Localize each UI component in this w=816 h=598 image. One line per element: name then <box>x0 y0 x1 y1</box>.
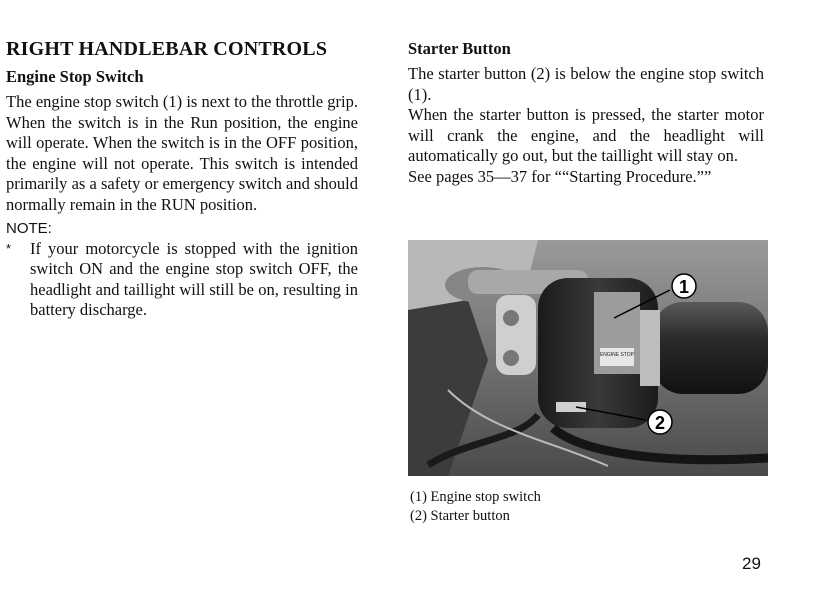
note-label: NOTE: <box>6 219 52 237</box>
callout-2-number: 2 <box>654 413 666 433</box>
right-column <box>408 38 764 188</box>
callout-1-number: 1 <box>678 277 690 297</box>
starter-button-heading: Starter Button <box>408 39 511 58</box>
starter-paragraph-3: See pages 35—37 for ““Starting Procedure.”” <box>408 166 712 186</box>
section-heading: RIGHT HANDLEBAR CONTROLS <box>6 38 328 60</box>
handlebar-photo <box>408 240 768 476</box>
photo-captions <box>410 488 541 526</box>
page-number: 29 <box>742 554 761 573</box>
caption-2: (2) Starter button <box>410 508 510 524</box>
note-text: If your motorcycle is stopped with the ignition switch ON and the engine stop switch OFF, the headlight and taillight will still be on, resulting in battery discharge. <box>30 238 358 320</box>
callout-1 <box>672 274 696 298</box>
callout-2 <box>648 410 672 434</box>
starter-paragraph-2: When the starter button is pressed, the starter motor will crank the engine, and the headlight will automatically go out, but the taillight will stay on. <box>408 105 764 166</box>
asterisk-bullet: * <box>6 240 12 256</box>
caption-1: (1) Engine stop switch <box>410 489 541 505</box>
switch-label-text: ENGINE STOP <box>599 352 635 358</box>
engine-stop-switch-heading: Engine Stop Switch <box>6 67 144 86</box>
engine-stop-paragraph: The engine stop switch (1) is next to the throttle grip. When the switch is in the Run position, the engine will operate. When the switch is in the OFF position, the engine will not operate. This switch is intended primarily as a safety or emergency switch and should normally remain in the RUN position. <box>6 92 358 214</box>
handlebar-photo-illustration <box>408 240 768 476</box>
starter-paragraph-1: The starter button (2) is below the engine stop switch (1). <box>408 64 764 104</box>
note-item <box>6 239 358 321</box>
left-column <box>6 36 358 321</box>
